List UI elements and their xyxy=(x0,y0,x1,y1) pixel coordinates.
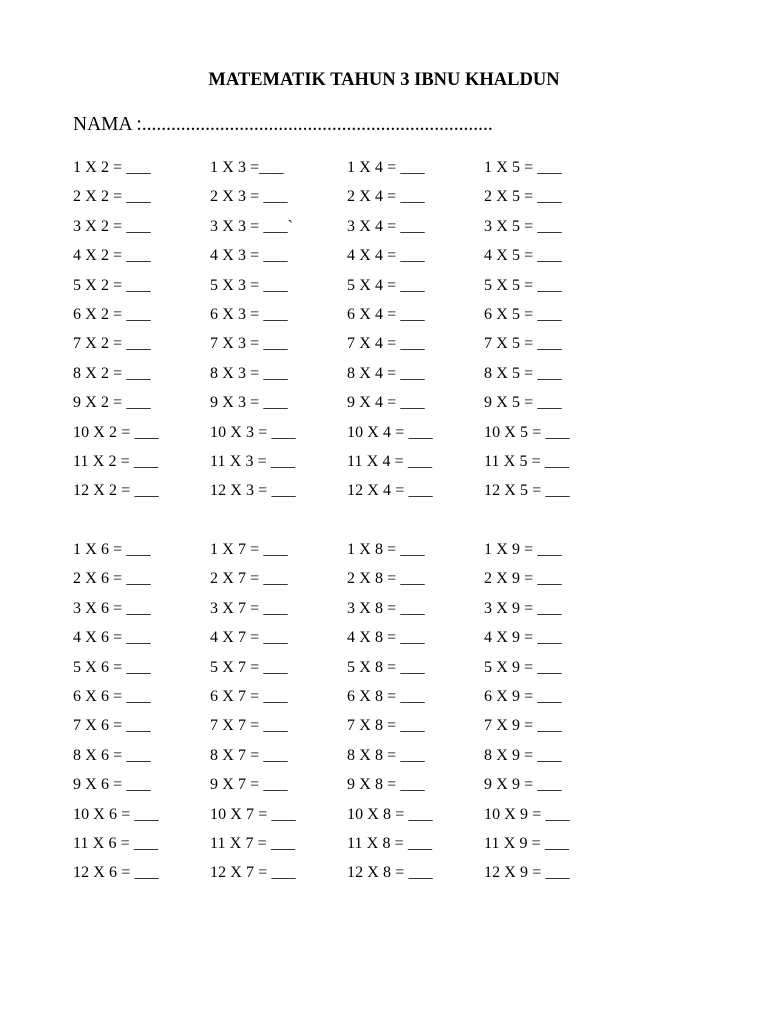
multiplication-exercise: 4 X 8 = ___ xyxy=(347,629,425,647)
multiplication-exercise: 2 X 6 = ___ xyxy=(73,570,151,588)
multiplication-exercise: 4 X 9 = ___ xyxy=(484,629,562,647)
multiplication-exercise: 11 X 3 = ___ xyxy=(210,452,296,470)
multiplication-exercise: 11 X 5 = ___ xyxy=(484,452,570,470)
multiplication-exercise: 11 X 8 = ___ xyxy=(347,834,433,852)
multiplication-exercise: 6 X 5 = ___ xyxy=(484,305,562,323)
multiplication-exercise: 8 X 7 = ___ xyxy=(210,746,288,764)
multiplication-exercise: 11 X 9 = ___ xyxy=(484,834,570,852)
multiplication-exercise: 4 X 2 = ___ xyxy=(73,247,151,265)
multiplication-exercise: 10 X 5 = ___ xyxy=(484,423,570,441)
multiplication-exercise: 9 X 2 = ___ xyxy=(73,394,151,412)
multiplication-exercise: 3 X 3 = ___` xyxy=(210,217,294,235)
multiplication-grid-section-a xyxy=(73,157,621,510)
multiplication-exercise: 7 X 5 = ___ xyxy=(484,335,562,353)
multiplication-exercise: 6 X 2 = ___ xyxy=(73,305,151,323)
multiplication-exercise: 1 X 8 = ___ xyxy=(347,541,425,558)
multiplication-exercise: 3 X 5 = ___ xyxy=(484,217,562,235)
multiplication-exercise: 12 X 3 = ___ xyxy=(210,482,296,500)
multiplication-exercise: 1 X 3 =___ xyxy=(210,159,284,176)
multiplication-exercise: 7 X 7 = ___ xyxy=(210,717,288,735)
multiplication-exercise: 3 X 6 = ___ xyxy=(73,599,151,617)
multiplication-exercise: 9 X 6 = ___ xyxy=(73,776,151,794)
multiplication-exercise: 6 X 9 = ___ xyxy=(484,687,562,705)
multiplication-exercise: 10 X 3 = ___ xyxy=(210,423,296,441)
multiplication-exercise: 10 X 2 = ___ xyxy=(73,423,159,441)
multiplication-exercise: 2 X 9 = ___ xyxy=(484,570,562,588)
multiplication-exercise: 10 X 6 = ___ xyxy=(73,805,159,823)
multiplication-exercise: 6 X 8 = ___ xyxy=(347,687,425,705)
multiplication-exercise: 2 X 5 = ___ xyxy=(484,188,562,206)
multiplication-exercise: 10 X 4 = ___ xyxy=(347,423,433,441)
multiplication-exercise: 10 X 7 = ___ xyxy=(210,805,296,823)
multiplication-exercise: 5 X 2 = ___ xyxy=(73,276,151,294)
multiplication-exercise: 8 X 5 = ___ xyxy=(484,364,562,382)
multiplication-exercise: 7 X 8 = ___ xyxy=(347,717,425,735)
multiplication-exercise: 8 X 2 = ___ xyxy=(73,364,151,382)
multiplication-exercise: 1 X 6 = ___ xyxy=(73,541,151,558)
multiplication-exercise: 9 X 3 = ___ xyxy=(210,394,288,412)
multiplication-exercise: 4 X 3 = ___ xyxy=(210,247,288,265)
multiplication-exercise: 6 X 3 = ___ xyxy=(210,305,288,323)
page-title: MATEMATIK TAHUN 3 IBNU KHALDUN xyxy=(208,70,560,90)
multiplication-exercise: 8 X 3 = ___ xyxy=(210,364,288,382)
multiplication-exercise: 9 X 8 = ___ xyxy=(347,776,425,794)
multiplication-exercise: 7 X 4 = ___ xyxy=(347,335,425,353)
multiplication-exercise: 2 X 8 = ___ xyxy=(347,570,425,588)
multiplication-exercise: 1 X 2 = ___ xyxy=(73,159,151,176)
multiplication-exercise: 5 X 8 = ___ xyxy=(347,658,425,676)
multiplication-exercise: 3 X 4 = ___ xyxy=(347,217,425,235)
multiplication-exercise: 9 X 5 = ___ xyxy=(484,394,562,412)
multiplication-exercise: 12 X 7 = ___ xyxy=(210,864,296,882)
multiplication-exercise: 1 X 5 = ___ xyxy=(484,159,562,176)
multiplication-exercise: 9 X 7 = ___ xyxy=(210,776,288,794)
multiplication-exercise: 5 X 6 = ___ xyxy=(73,658,151,676)
multiplication-exercise: 1 X 7 = ___ xyxy=(210,541,288,558)
multiplication-exercise: 12 X 5 = ___ xyxy=(484,482,570,500)
multiplication-exercise: 12 X 9 = ___ xyxy=(484,864,570,882)
multiplication-exercise: 3 X 2 = ___ xyxy=(73,217,151,235)
multiplication-exercise: 5 X 3 = ___ xyxy=(210,276,288,294)
multiplication-exercise: 12 X 2 = ___ xyxy=(73,482,159,500)
multiplication-exercise: 6 X 6 = ___ xyxy=(73,687,151,705)
multiplication-exercise: 8 X 9 = ___ xyxy=(484,746,562,764)
multiplication-exercise: 4 X 4 = ___ xyxy=(347,247,425,265)
name-field-line: NAMA :........................................................................ xyxy=(73,114,493,135)
multiplication-exercise: 8 X 8 = ___ xyxy=(347,746,425,764)
multiplication-exercise: 10 X 9 = ___ xyxy=(484,805,570,823)
multiplication-exercise: 3 X 7 = ___ xyxy=(210,599,288,617)
multiplication-exercise: 10 X 8 = ___ xyxy=(347,805,433,823)
multiplication-exercise: 2 X 2 = ___ xyxy=(73,188,151,206)
multiplication-exercise: 11 X 6 = ___ xyxy=(73,834,159,852)
multiplication-exercise: 7 X 3 = ___ xyxy=(210,335,288,353)
multiplication-exercise: 12 X 8 = ___ xyxy=(347,864,433,882)
multiplication-exercise: 11 X 4 = ___ xyxy=(347,452,433,470)
multiplication-exercise: 8 X 6 = ___ xyxy=(73,746,151,764)
multiplication-exercise: 4 X 7 = ___ xyxy=(210,629,288,647)
multiplication-exercise: 5 X 7 = ___ xyxy=(210,658,288,676)
multiplication-exercise: 7 X 2 = ___ xyxy=(73,335,151,353)
multiplication-exercise: 11 X 7 = ___ xyxy=(210,834,296,852)
multiplication-exercise: 4 X 6 = ___ xyxy=(73,629,151,647)
multiplication-exercise: 12 X 4 = ___ xyxy=(347,482,433,500)
multiplication-exercise: 9 X 9 = ___ xyxy=(484,776,562,794)
multiplication-exercise: 11 X 2 = ___ xyxy=(73,452,159,470)
multiplication-exercise: 7 X 9 = ___ xyxy=(484,717,562,735)
multiplication-exercise: 7 X 6 = ___ xyxy=(73,717,151,735)
multiplication-exercise: 2 X 4 = ___ xyxy=(347,188,425,206)
multiplication-exercise: 6 X 7 = ___ xyxy=(210,687,288,705)
multiplication-exercise: 4 X 5 = ___ xyxy=(484,247,562,265)
multiplication-exercise: 2 X 7 = ___ xyxy=(210,570,288,588)
multiplication-exercise: 12 X 6 = ___ xyxy=(73,864,159,882)
multiplication-exercise: 5 X 9 = ___ xyxy=(484,658,562,676)
multiplication-exercise: 3 X 8 = ___ xyxy=(347,599,425,617)
multiplication-exercise: 5 X 5 = ___ xyxy=(484,276,562,294)
multiplication-exercise: 2 X 3 = ___ xyxy=(210,188,288,206)
multiplication-exercise: 5 X 4 = ___ xyxy=(347,276,425,294)
multiplication-exercise: 1 X 4 = ___ xyxy=(347,159,425,176)
multiplication-exercise: 9 X 4 = ___ xyxy=(347,394,425,412)
multiplication-grid-section-b xyxy=(73,539,621,892)
multiplication-exercise: 1 X 9 = ___ xyxy=(484,541,562,558)
multiplication-exercise: 3 X 9 = ___ xyxy=(484,599,562,617)
multiplication-exercise: 6 X 4 = ___ xyxy=(347,305,425,323)
multiplication-exercise: 8 X 4 = ___ xyxy=(347,364,425,382)
